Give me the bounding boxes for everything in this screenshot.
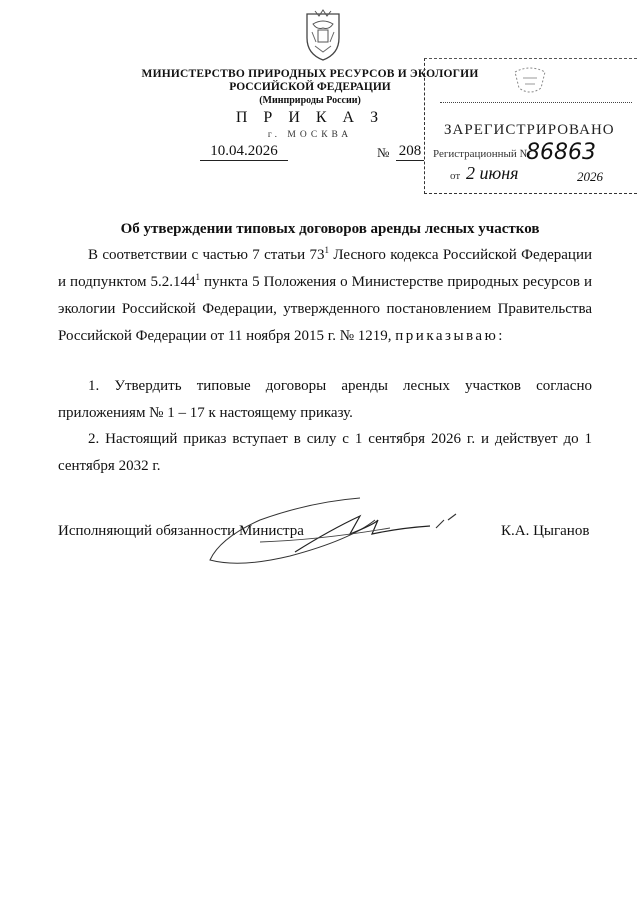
signatory-position: Исполняющий обязанности Министра xyxy=(58,523,304,539)
stamp-registered-text: ЗАРЕГИСТРИРОВАНО xyxy=(444,122,615,138)
stamp-date-label: от xyxy=(450,170,461,182)
handwritten-signature xyxy=(200,490,470,580)
signatory-name: К.А. Цыганов xyxy=(501,523,590,539)
superscript-1: 1 xyxy=(324,245,330,255)
stamp-reg-number: 86863 xyxy=(526,140,596,165)
paragraph-item-2: 2. Настоящий приказ вступает в силу с 1 сентября 2026 г. и действует до 1 сентября 2032 г. xyxy=(58,431,592,474)
document-type: П Р И К А З xyxy=(235,109,385,126)
paragraph-item-1: 1. Утвердить типовые договоры аренды лесных участков согласно приложениям № 1 – 17 к настоящему приказу. xyxy=(58,378,592,421)
superscript-2: 1 xyxy=(195,272,201,282)
ministry-name-line2: РОССИЙСКОЙ ФЕДЕРАЦИИ xyxy=(229,81,391,93)
ministry-name-line1: МИНИСТЕРСТВО ПРИРОДНЫХ РЕСУРСОВ И ЭКОЛОГИИ xyxy=(141,68,479,80)
preamble-part-b: Лесного кодекса Российской Федерации и подпунктом 5.2.144 xyxy=(58,247,593,290)
order-number: 208 xyxy=(396,143,424,161)
ministry-short-name: (Минприроды России) xyxy=(259,95,361,106)
stamp-date-handwritten: 2 июня xyxy=(466,163,519,183)
paragraph-preamble xyxy=(58,242,592,350)
document-title: Об утверждении типовых договоров аренды лесных участков xyxy=(120,221,540,237)
order-date: 10.04.2026 xyxy=(200,143,288,161)
order-word: приказываю: xyxy=(395,328,505,344)
stamp-dotted-line xyxy=(440,102,632,103)
stamp-emblem-icon xyxy=(505,64,555,98)
coat-of-arms-emblem xyxy=(301,8,345,64)
city: г. МОСКВА xyxy=(267,130,353,140)
preamble-part-a: В соответствии с частью 7 статьи 73 xyxy=(88,247,325,263)
preamble-part-c: пункта 5 Положения о Министерстве природных ресурсов и экологии Российской Федерации, утвержденного постановлением Правительства Российской Федерации от 11 ноября 2015 г. № 1219, xyxy=(58,274,593,344)
stamp-year: 2026 xyxy=(577,169,603,184)
number-sign: № xyxy=(377,145,390,160)
stamp-reg-number-label: Регистрационный № xyxy=(433,148,531,160)
